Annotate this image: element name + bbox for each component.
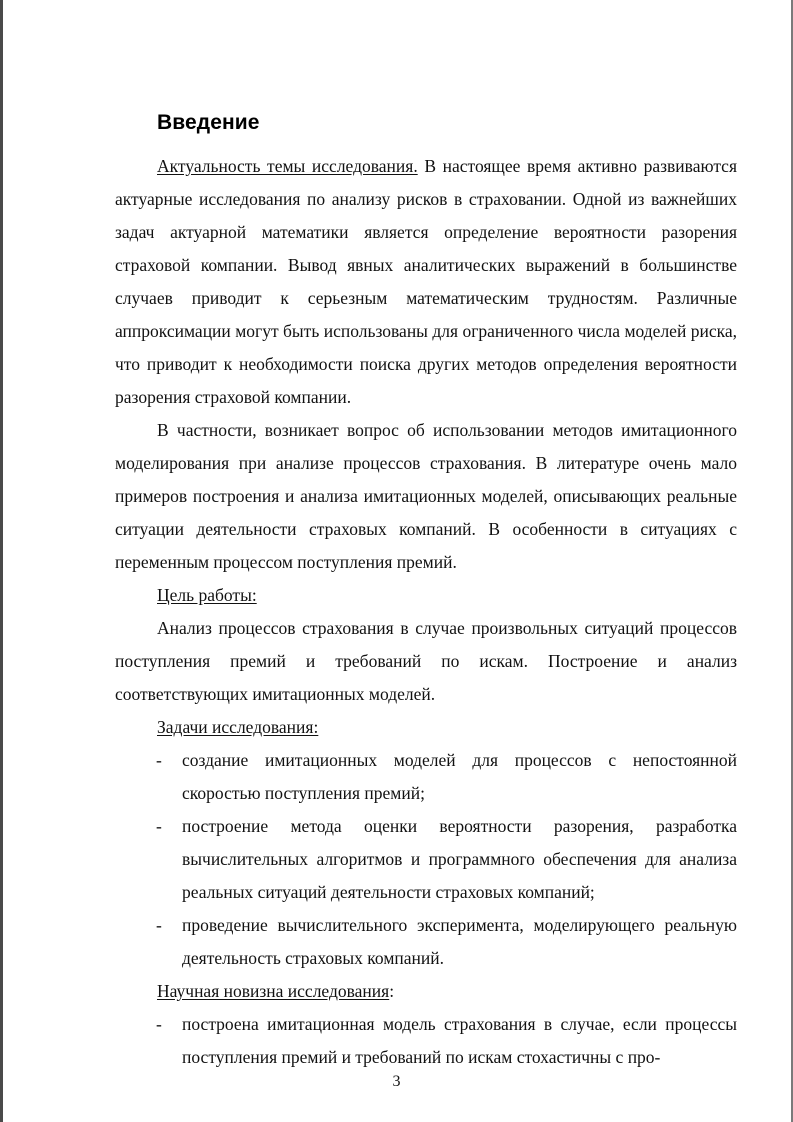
dash-bullet: - — [156, 816, 162, 836]
task-item-text: создание имитационных моделей для процессов с непостоянной скоростью поступления премий; — [182, 750, 737, 803]
dash-bullet: - — [156, 1014, 162, 1034]
relevance-text: В настоящее время активно развиваются актуарные исследования по анализу рисков в страховании. Одной из важнейших задач актуарной математики является определение вероятности разорения страховой компании. Вывод явных аналитических выражений в большинстве случаев приводит к серьезным математическим трудностям. Различные аппроксимации могут быть использованы для ограниченного числа моделей риска, что приводит к необходимости поиска других методов определения вероятности разорения страховой компании. — [115, 156, 737, 407]
tasks-label-line — [115, 711, 737, 744]
dash-bullet: - — [156, 750, 162, 770]
section-heading: Введение — [157, 111, 260, 134]
novelty-label-colon: : — [389, 981, 395, 1001]
novelty-label-line — [115, 975, 737, 1008]
page-number: 3 — [392, 1073, 401, 1090]
list-item — [115, 744, 737, 810]
list-item — [115, 1008, 737, 1074]
goal-label-line — [115, 579, 737, 612]
list-item — [115, 909, 737, 975]
task-item-text: проведение вычислительного эксперимента, моделирующего реальную деятельность страховых компаний. — [182, 915, 737, 968]
scan-left-edge — [0, 0, 3, 1122]
tasks-list — [115, 744, 737, 975]
novelty-label: Научная новизна исследования — [157, 981, 390, 1001]
task-item-text: построение метода оценки вероятности разорения, разработка вычислительных алгоритмов и программного обеспечения для анализа реальных ситуаций деятельности страховых компаний; — [182, 816, 737, 902]
relevance-paragraph — [115, 150, 737, 414]
goal-paragraph: Анализ процессов страхования в случае произвольных ситуаций процессов поступления премий и требований по искам. Построение и анализ соответствующих имитационных моделей. — [115, 618, 737, 704]
relevance-label: Актуальность темы исследования. — [157, 156, 418, 176]
goal-label: Цель работы: — [157, 585, 257, 605]
dash-bullet: - — [156, 915, 162, 935]
novelty-list — [115, 1008, 737, 1074]
list-item — [115, 810, 737, 909]
novelty-item-text: построена имитационная модель страхования в случае, если процессы поступления премий и требований по искам стохастичны с про- — [182, 1014, 737, 1067]
body-text — [115, 150, 737, 1074]
context-paragraph: В частности, возникает вопрос об использовании методов имитационного моделирования при анализе процессов страхования. В литературе очень мало примеров построения и анализа имитационных моделей, описывающих реальные ситуации деятельности страховых компаний. В особенности в ситуациях с переменным процессом поступления премий. — [115, 420, 737, 572]
tasks-label: Задачи исследования: — [157, 717, 319, 737]
